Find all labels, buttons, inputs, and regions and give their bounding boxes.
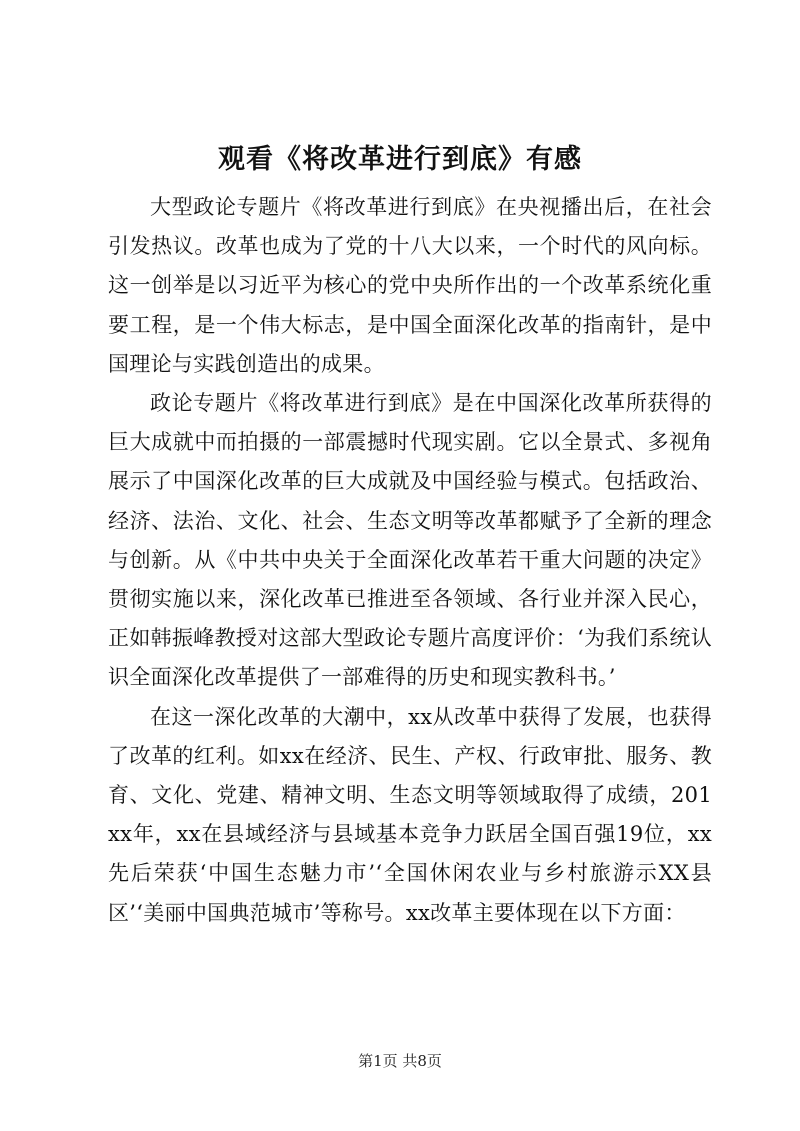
paragraph-2: 政论专题片《将改革进行到底》是在中国深化改革所获得的巨大成就中而拍摄的一部震撼时代现实剧。它以全景式、多视角展示了中国深化改革的巨大成就及中国经验与模式。包括政治、经济、法治、文化、社会、生态文明等改革都赋予了全新的理念与创新。从《中共中央关于全面深化改革若干重大问题的决定》贯彻实施以来，深化改革已推进至各领域、各行业并深入民心，正如韩振峰教授对这部大型政论专题片高度评价：‘为我们系统认识全面深化改革提供了一部难得的历史和现实教科书。’ — [108, 391, 712, 690]
document-title: 观看《将改革进行到底》有感 — [218, 144, 582, 175]
paragraph-3: 在这一深化改革的大潮中，xx从改革中获得了发展，也获得了改革的红利。如xx在经济、民生、产权、行政审批、服务、教育、文化、党建、精神文明、生态文明等领域取得了成绩，201xx年，xx在县域经济与县域基本竞争力跃居全国百强19位，xx先后荣获‘中国生态魅力市’‘全国休闲农业与乡村旅游示XX县区’‘美丽中国典范城市’等称号。xx改革主要体现在以下方面： — [108, 704, 712, 925]
page-footer: 第1页 共8页 — [358, 1052, 442, 1070]
paragraph-1: 大型政论专题片《将改革进行到底》在央视播出后，在社会引发热议。改革也成为了党的十八大以来，一个时代的风向标。这一创举是以习近平为核心的党中央所作出的一个改革系统化重要工程，是一个伟大标志，是中国全面深化改革的指南针，是中国理论与实践创造出的成果。 — [108, 195, 712, 376]
document-body — [108, 188, 712, 933]
